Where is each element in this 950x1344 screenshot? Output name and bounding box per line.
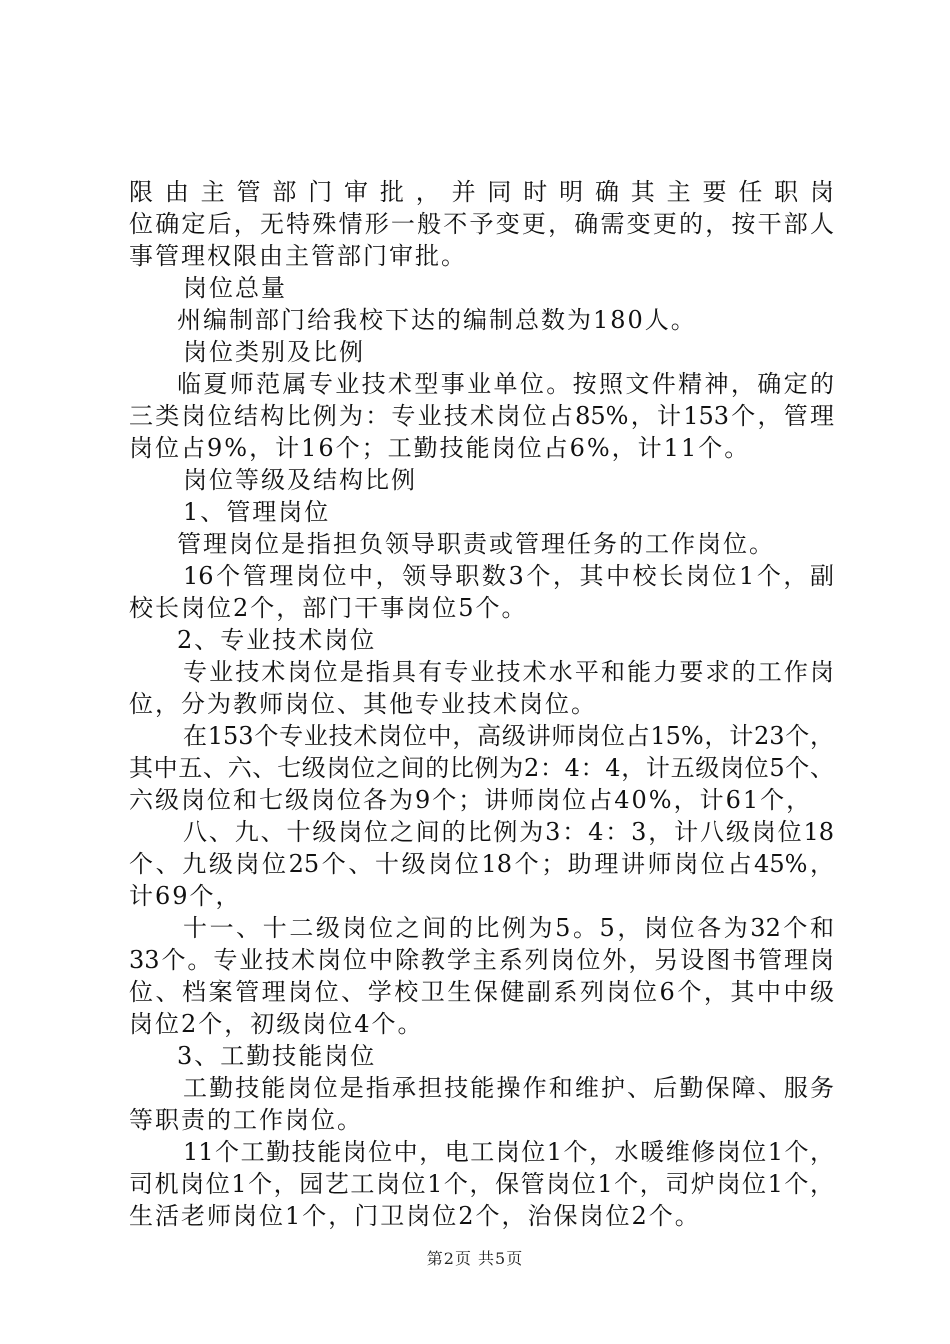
body-line: 工勤技能岗位是指承担技能操作和维护、后勤保障、服务: [183, 1074, 834, 1102]
body-line: 专业技术岗位是指具有专业技术水平和能力要求的工作岗: [183, 658, 834, 686]
body-line: 岗位占9%，计16个；工勤技能岗位占6%，计11个。: [129, 434, 751, 462]
body-line: 33个。专业技术岗位中除教学主系列岗位外，另设图书管理岗: [129, 946, 834, 974]
body-line: 计69个，: [129, 882, 242, 910]
body-line: 限由主管部门审批，并同时明确其主要任职岗: [129, 178, 834, 206]
body-line: 岗位2个，初级岗位4个。: [129, 1010, 424, 1038]
subsection-heading: 3、工勤技能岗位: [177, 1042, 377, 1070]
body-line: 事管理权限由主管部门审批。: [129, 242, 467, 270]
body-line: 十一、十二级岗位之间的比例为5。5，岗位各为32个和: [183, 914, 834, 942]
body-line: 六级岗位和七级岗位各为9个；讲师岗位占40%，计61个，: [129, 786, 813, 814]
section-heading: 岗位总量: [183, 274, 287, 302]
body-line: 11个工勤技能岗位中，电工岗位1个，水暖维修岗位1个，: [183, 1138, 834, 1166]
body-line: 16个管理岗位中，领导职数3个，其中校长岗位1个，副: [183, 562, 834, 590]
body-line: 位，分为教师岗位、其他专业技术岗位。: [129, 690, 597, 718]
body-line: 位、档案管理岗位、学校卫生保健副系列岗位6个，其中中级: [129, 978, 834, 1006]
body-line: 三类岗位结构比例为：专业技术岗位占85%，计153个，管理: [129, 402, 834, 430]
body-line: 生活老师岗位1个，门卫岗位2个，治保岗位2个。: [129, 1202, 701, 1230]
body-line: 在153个专业技术岗位中，高级讲师岗位占15%，计23个，: [183, 722, 834, 750]
body-line: 州编制部门给我校下达的编制总数为180人。: [177, 306, 697, 334]
body-line: 校长岗位2个，部门干事岗位5个。: [129, 594, 528, 622]
body-line: 其中五、六、七级岗位之间的比例为2：4：4，计五级岗位5个、: [129, 754, 834, 782]
body-line: 个、九级岗位25个、十级岗位18个；助理讲师岗位占45%，: [129, 850, 834, 878]
subsection-heading: 1、管理岗位: [183, 498, 331, 526]
subsection-heading: 2、专业技术岗位: [177, 626, 377, 654]
body-line: 等职责的工作岗位。: [129, 1106, 363, 1134]
body-line: 临夏师范属专业技术型事业单位。按照文件精神，确定的: [177, 370, 834, 398]
document-body: [129, 176, 834, 1232]
body-line: 位确定后，无特殊情形一般不予变更，确需变更的，按干部人: [129, 210, 834, 238]
section-heading: 岗位等级及结构比例: [183, 466, 417, 494]
page-footer: 第2页 共5页: [426, 1249, 524, 1268]
body-line: 八、九、十级岗位之间的比例为3：4：3，计八级岗位18: [183, 818, 834, 846]
body-line: 管理岗位是指担负领导职责或管理任务的工作岗位。: [177, 530, 775, 558]
body-line: 司机岗位1个，园艺工岗位1个，保管岗位1个，司炉岗位1个，: [129, 1170, 834, 1198]
section-heading: 岗位类别及比例: [183, 338, 365, 366]
